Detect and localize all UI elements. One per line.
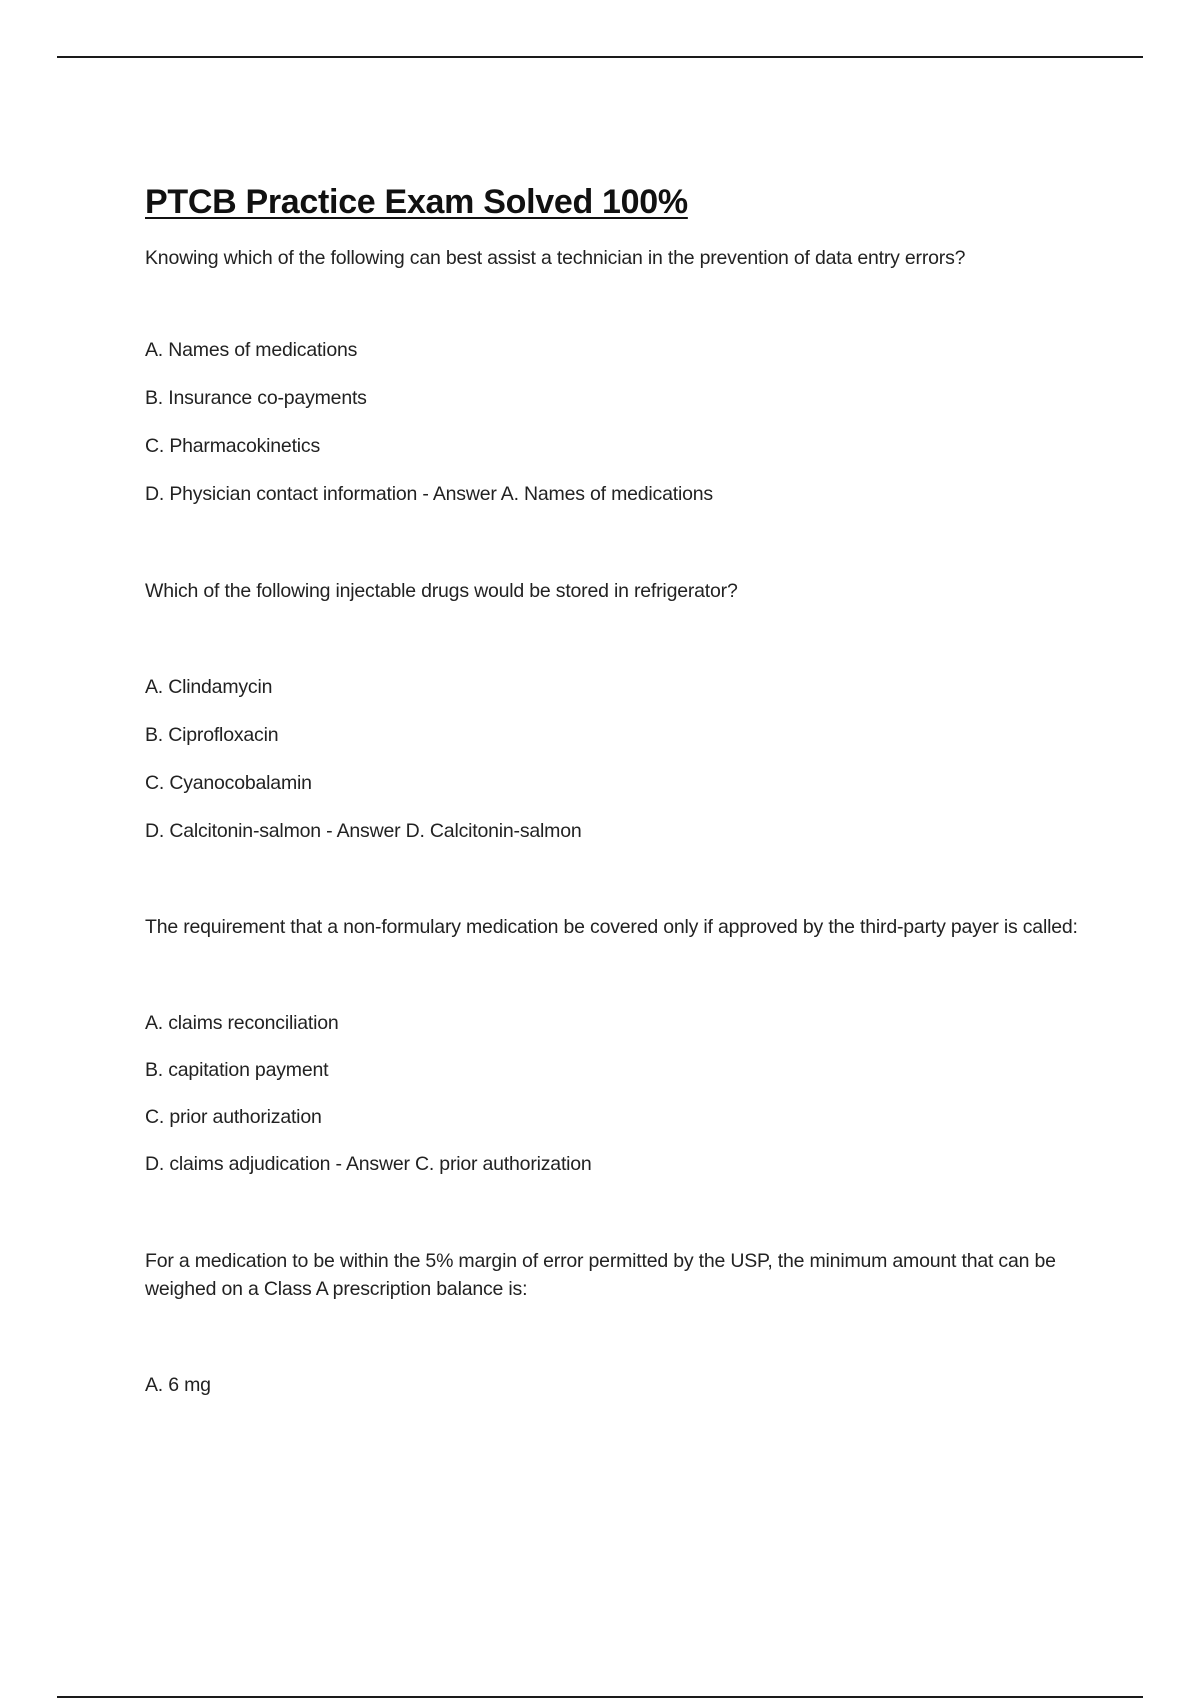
question-text: For a medication to be within the 5% margin of error permitted by the USP, the minimum amount that can be weighed on a Class A prescription balance is:: [145, 1250, 1056, 1300]
option-item: B. capitation payment: [145, 1059, 329, 1081]
document-body: [145, 180, 1080, 1399]
options-list: [145, 1009, 1080, 1178]
document-title: PTCB Practice Exam Solved 100%: [145, 183, 688, 221]
option-item: C. Cyanocobalamin: [145, 772, 312, 794]
question-block: [145, 244, 1080, 508]
option-item-with-answer: [145, 1150, 1080, 1178]
option-text: D. claims adjudication: [145, 1153, 331, 1175]
options-list: [145, 1371, 1080, 1399]
answer-separator: -: [417, 483, 433, 505]
option-item: C. prior authorization: [145, 1106, 322, 1128]
answer-text: Answer A. Names of medications: [432, 483, 713, 505]
option-item: A. claims reconciliation: [145, 1012, 339, 1034]
question-text: Knowing which of the following can best assist a technician in the prevention of data entry errors?: [145, 247, 966, 269]
option-item: C. Pharmacokinetics: [145, 435, 321, 457]
answer-text: Answer D. Calcitonin-salmon: [336, 820, 582, 842]
question-block: [145, 913, 1080, 1178]
question-block: [145, 1247, 1080, 1399]
footer-rule: [57, 1696, 1143, 1698]
options-list: [145, 336, 1080, 508]
option-item-with-answer: [145, 817, 1080, 845]
answer-separator: -: [320, 820, 337, 842]
header-rule: [57, 56, 1143, 58]
option-text: D. Calcitonin-salmon: [145, 820, 321, 842]
question-block: [145, 577, 1080, 845]
option-text: D. Physician contact information: [145, 483, 418, 505]
answer-separator: -: [330, 1153, 346, 1175]
option-item-with-answer: [145, 480, 1080, 508]
option-item: B. Insurance co-payments: [145, 387, 367, 409]
question-text: Which of the following injectable drugs would be stored in refrigerator?: [145, 580, 738, 602]
options-list: [145, 673, 1080, 845]
option-item: A. Names of medications: [145, 339, 358, 361]
option-item: A. 6 mg: [145, 1374, 211, 1396]
answer-text: Answer C. prior authorization: [345, 1153, 592, 1175]
option-item: A. Clindamycin: [145, 676, 273, 698]
option-item: B. Ciprofloxacin: [145, 724, 279, 746]
question-text: The requirement that a non-formulary medication be covered only if approved by the third-party payer is called:: [145, 916, 1078, 938]
